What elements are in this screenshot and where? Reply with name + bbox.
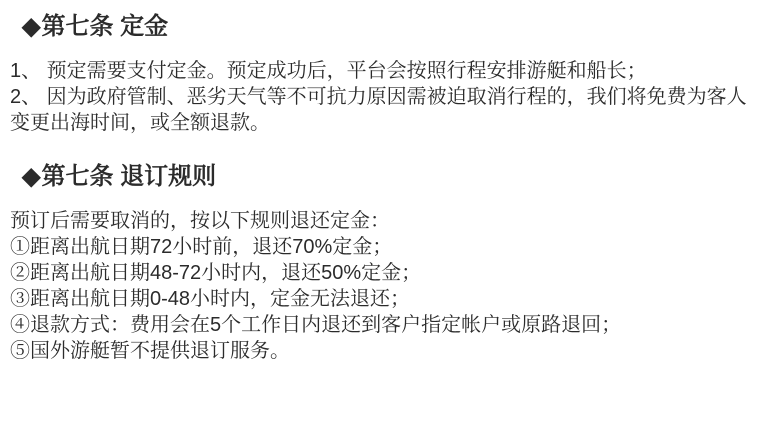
section-heading-deposit: [22, 12, 758, 42]
refund-rule-4: ④退款方式：费用会在5个工作日内退还到客户指定帐户或原路退回；: [10, 314, 622, 336]
refund-rule-1: ①距离出航日期72小时前，退还70%定金；: [10, 236, 393, 258]
deposit-section-body: [0, 58, 770, 136]
refund-rule-5: ⑤国外游艇暂不提供退订服务。: [10, 340, 290, 362]
diamond-bullet-icon: ◆: [22, 163, 41, 190]
deposit-clause-2: 2、 因为政府管制、恶劣天气等不可抗力原因需被迫取消行程的，我们将免费为客人变更出海时间，或全额退款。: [10, 86, 747, 134]
section-heading-refund: [22, 162, 758, 192]
refund-section-body: [0, 208, 770, 364]
section-title-deposit: 第七条 定金: [41, 13, 169, 40]
section-title-refund: 第七条 退订规则: [41, 163, 217, 190]
deposit-clause-1: 1、 预定需要支付定金。预定成功后，平台会按照行程安排游艇和船长；: [10, 60, 647, 82]
refund-intro: 预订后需要取消的，按以下规则退还定金：: [10, 210, 390, 232]
diamond-bullet-icon: ◆: [22, 13, 41, 40]
refund-rule-3: ③距离出航日期0-48小时内，定金无法退还；: [10, 288, 411, 310]
refund-rule-2: ②距离出航日期48-72小时内，退还50%定金；: [10, 262, 422, 284]
